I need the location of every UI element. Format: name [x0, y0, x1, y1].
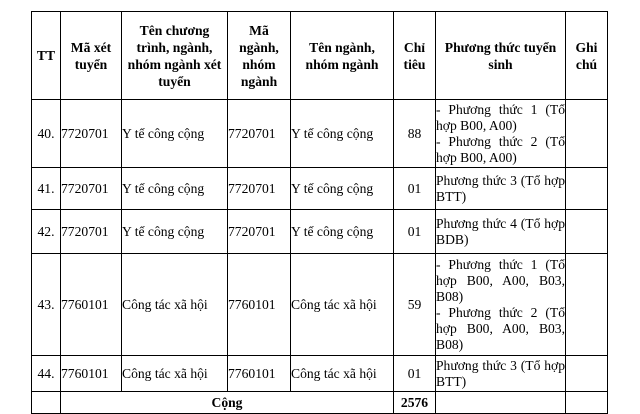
total-empty-cell — [566, 392, 608, 414]
total-value: 2576 — [394, 392, 436, 414]
method-line: - Phương thức 1 (Tổ hợp B00, A00, B03, B08) — [436, 256, 565, 304]
row-method — [436, 356, 566, 392]
row-program-name: Công tác xã hội — [122, 356, 228, 392]
method-line: Phương thức 3 (Tổ hợp BTT) — [436, 357, 565, 389]
row-program-name: Công tác xã hội — [122, 254, 228, 356]
row-quota: 01 — [394, 356, 436, 392]
row-note — [566, 168, 608, 210]
row-note — [566, 254, 608, 356]
table-total-row — [32, 392, 608, 414]
row-major-code: 7720701 — [228, 100, 291, 168]
total-empty-cell — [32, 392, 61, 414]
method-line: Phương thức 4 (Tổ hợp BDB) — [436, 215, 565, 247]
header-tt: TT — [32, 12, 61, 100]
row-major-name: Công tác xã hội — [291, 356, 394, 392]
row-tt: 40. — [32, 100, 61, 168]
method-line: - Phương thức 1 (Tổ hợp B00, A00) — [436, 101, 565, 133]
row-admission-code: 7760101 — [61, 254, 122, 356]
row-quota: 01 — [394, 210, 436, 254]
row-program-name: Y tế công cộng — [122, 168, 228, 210]
row-tt: 41. — [32, 168, 61, 210]
row-tt: 43. — [32, 254, 61, 356]
row-program-name: Y tế công cộng — [122, 100, 228, 168]
row-major-name: Y tế công cộng — [291, 210, 394, 254]
row-major-code: 7720701 — [228, 210, 291, 254]
table-row — [32, 254, 608, 356]
row-major-code: 7760101 — [228, 356, 291, 392]
row-admission-code: 7720701 — [61, 100, 122, 168]
method-line: - Phương thức 2 (Tổ hợp B00, A00) — [436, 133, 565, 165]
row-major-name: Y tế công cộng — [291, 100, 394, 168]
header-quota: Chỉ tiêu — [394, 12, 436, 100]
method-line: - Phương thức 2 (Tổ hợp B00, A00, B03, B08) — [436, 304, 565, 352]
row-admission-code: 7760101 — [61, 356, 122, 392]
method-line: Phương thức 3 (Tổ hợp BTT) — [436, 172, 565, 204]
header-note: Ghi chú — [566, 12, 608, 100]
header-major-name: Tên ngành, nhóm ngành — [291, 12, 394, 100]
row-major-code: 7760101 — [228, 254, 291, 356]
row-program-name: Y tế công cộng — [122, 210, 228, 254]
row-method — [436, 100, 566, 168]
table-row — [32, 168, 608, 210]
row-note — [566, 210, 608, 254]
header-major-code: Mã ngành, nhóm ngành — [228, 12, 291, 100]
row-major-name: Công tác xã hội — [291, 254, 394, 356]
row-quota: 01 — [394, 168, 436, 210]
header-method: Phương thức tuyển sinh — [436, 12, 566, 100]
row-major-name: Y tế công cộng — [291, 168, 394, 210]
row-method — [436, 254, 566, 356]
row-major-code: 7720701 — [228, 168, 291, 210]
row-quota: 88 — [394, 100, 436, 168]
table-row — [32, 210, 608, 254]
table-header-row — [32, 12, 608, 100]
table-row — [32, 356, 608, 392]
row-admission-code: 7720701 — [61, 168, 122, 210]
row-tt: 44. — [32, 356, 61, 392]
row-tt: 42. — [32, 210, 61, 254]
row-note — [566, 356, 608, 392]
admission-quota-table — [31, 11, 608, 414]
row-admission-code: 7720701 — [61, 210, 122, 254]
row-quota: 59 — [394, 254, 436, 356]
table-row — [32, 100, 608, 168]
row-note — [566, 100, 608, 168]
row-method — [436, 210, 566, 254]
row-method — [436, 168, 566, 210]
total-label: Cộng — [61, 392, 394, 414]
header-program-name: Tên chương trình, ngành, nhóm ngành xét tuyển — [122, 12, 228, 100]
header-admission-code: Mã xét tuyển — [61, 12, 122, 100]
total-empty-cell — [436, 392, 566, 414]
